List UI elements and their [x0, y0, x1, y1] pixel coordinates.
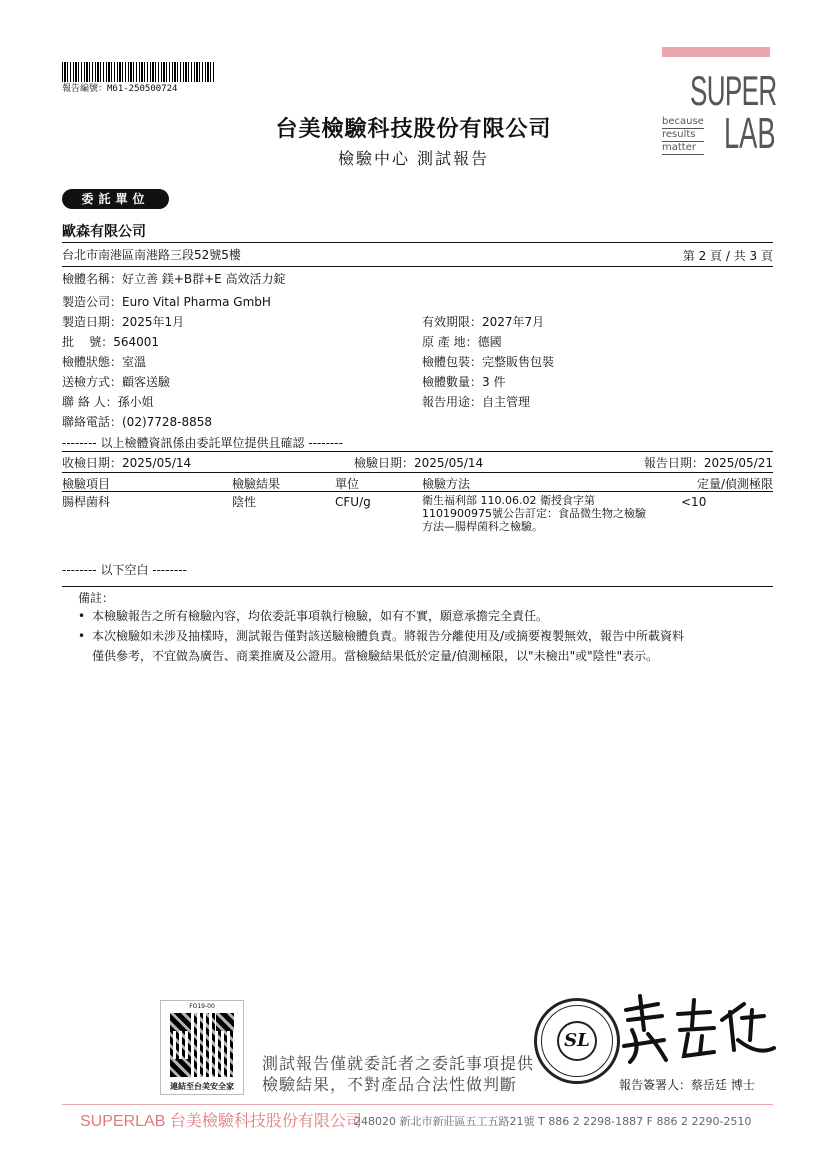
sample-field: 檢體狀態：室溫: [62, 355, 147, 369]
test-date: 檢驗日期：2025/05/14: [354, 456, 484, 470]
report-number: 報告編號：M61-250500724: [62, 84, 178, 94]
sample-maker: 製造公司：Euro Vital Pharma GmbH: [62, 295, 271, 309]
report-date: 報告日期：2025/05/21: [643, 456, 773, 470]
qr-caption: 連結至台美安全家: [170, 1082, 234, 1091]
company-seal: [534, 998, 620, 1084]
seal-monogram: SL: [557, 1021, 597, 1061]
table-header: 檢驗方法: [422, 477, 471, 491]
logo-accent-bar: [662, 47, 770, 57]
notes-list: [78, 606, 778, 666]
divider: [62, 586, 773, 587]
table-header: 定量/偵測極限: [696, 477, 773, 491]
notes-title: 備註：: [78, 591, 115, 605]
sample-name: 檢體名稱：好立善 鎂+B群+E 高效活力錠: [62, 272, 286, 286]
signature-image: [618, 990, 778, 1070]
qr-code-box: [160, 1000, 244, 1095]
note-item-continued: 僅供參考，不宜做為廣告、商業推廣及公證用。當檢驗結果低於定量/偵測極限，以"未檢出"或"陰性"表示。: [92, 649, 659, 663]
divider: [62, 266, 773, 267]
blank-note: -------- 以下空白 --------: [62, 563, 187, 577]
sample-field: 製造日期：2025年1月: [62, 315, 185, 329]
divider: [62, 451, 773, 452]
logo-lab-text: LAB: [724, 109, 776, 158]
table-cell-item: 腸桿菌科: [62, 495, 111, 509]
table-cell-unit: CFU/g: [335, 495, 371, 509]
table-cell-result: 陰性: [232, 495, 257, 509]
barcode: [62, 62, 214, 82]
client-address: 台北市南港區南港路三段52號5樓: [62, 248, 241, 262]
qr-code-icon: [170, 1013, 234, 1077]
footer-brand: SUPERLAB 台美檢驗科技股份有限公司: [80, 1113, 362, 1130]
sample-field: 送檢方式：顧客送驗: [62, 375, 171, 389]
received-date: 收檢日期：2025/05/14: [62, 456, 192, 470]
company-title: 台美檢驗科技股份有限公司: [275, 117, 552, 142]
sample-field: 檢體包裝：完整販售包裝: [422, 355, 555, 369]
note-item: • 本次檢驗如未涉及抽樣時，測試報告僅對該送驗檢體負責。將報告分離使用及/或摘要複製無效，報告中所載資料: [78, 626, 778, 646]
logo-tagline-line: because: [662, 116, 704, 127]
sample-field: 檢體數量：3 件: [422, 375, 506, 389]
qr-code-id: FO19-00: [189, 1003, 215, 1010]
divider: [62, 491, 773, 492]
disclaimer: [262, 1053, 534, 1095]
table-header: 單位: [335, 477, 360, 491]
table-header: 檢驗結果: [232, 477, 281, 491]
logo-super-text: SUPER: [690, 67, 777, 114]
method-line: 衛生福利部 110.06.02 衛授食字第: [422, 494, 595, 507]
client-name: 歐森有限公司: [62, 224, 146, 240]
disclaimer-line: 測試報告僅就委託者之委託事項提供: [262, 1054, 535, 1073]
table-cell-method: [422, 494, 646, 533]
method-line: 1101900975號公告訂定：食品微生物之檢驗: [422, 507, 646, 520]
method-line: 方法—腸桿菌科之檢驗。: [422, 520, 543, 533]
page-info: 第 2 頁 / 共 3 頁: [682, 249, 773, 263]
logo-tagline: [662, 116, 704, 155]
disclaimer-line: 檢驗結果，不對產品合法性做判斷: [262, 1075, 518, 1094]
signer: 報告簽署人：蔡岳廷 博士: [619, 1078, 755, 1092]
divider: [62, 472, 773, 473]
table-header: 檢驗項目: [62, 477, 111, 491]
sample-field: 批 號：564001: [62, 335, 160, 349]
confirm-note: -------- 以上檢體資訊係由委託單位提供且確認 --------: [62, 436, 343, 450]
logo-tagline-line: matter: [662, 142, 704, 155]
divider: [62, 242, 773, 243]
table-cell-limit: <10: [681, 495, 707, 509]
footer-address: 248020 新北市新莊區五工五路21號 T 886 2 2298-1887 F 886 2 2290-2510: [354, 1115, 752, 1128]
logo-tagline-line: results: [662, 129, 704, 142]
sample-field: 原 產 地：德國: [422, 335, 502, 349]
sample-field: 報告用途：自主管理: [422, 395, 531, 409]
sample-field: 聯絡電話：(02)7728-8858: [62, 415, 213, 429]
note-item: • 本檢驗報告之所有檢驗內容，均依委託事項執行檢驗，如有不實，願意承擔完全責任。: [78, 606, 778, 626]
sample-field: 有效期限：2027年7月: [422, 315, 545, 329]
report-subtitle: 檢驗中心 測試報告: [337, 149, 490, 168]
sample-field: 聯 絡 人：孫小姐: [62, 395, 154, 409]
client-section-label: 委託單位: [62, 189, 169, 209]
footer-divider: [62, 1104, 773, 1105]
